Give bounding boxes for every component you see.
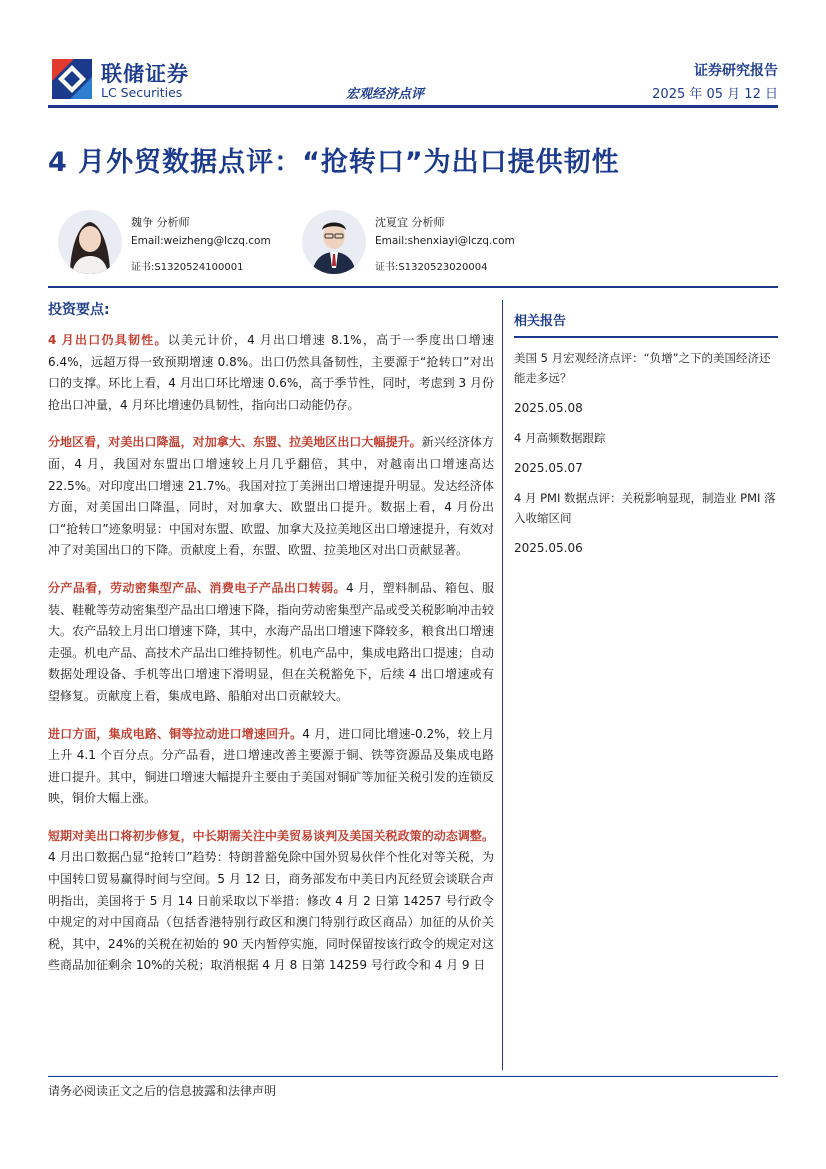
paragraph-lead: 短期对美出口将初步修复，中长期需关注中美贸易谈判及美国关税政策的动态调整。 [48,828,494,843]
sidebar-divider [514,336,778,338]
paragraph-outlook [48,826,494,977]
analyst-cert: 证书:S1320524100001 [131,262,244,273]
investment-highlights [48,300,494,993]
analyst-photo-weizheng [58,210,122,274]
related-report-link[interactable]: 4 月 PMI 数据点评：关税影响显现，制造业 PMI 落入收缩区间 [514,491,776,525]
header-divider [48,105,778,108]
report-date: 2025 年 05 月 12 日 [652,87,778,102]
section-divider [48,286,778,288]
related-report-link[interactable]: 4 月高频数据跟踪 [514,431,606,445]
analyst-name: 魏争 分析师 [131,216,190,229]
logo-text-cn: 联储证券 [101,62,189,86]
paragraph-body: 4 月，塑料制品、箱包、服装、鞋靴等劳动密集型产品出口增速下降，指向劳动密集型产品或受关税影响冲击较大。农产品较上月出口增速下降，其中，水海产品出口增速下降较多，粮食出口增速走强。机电产品、高技术产品出口维持韧性。机电产品中，集成电路出口提速；自动数据处理设备、手机等出口增速下滑明显，但在关税豁免下，后续 4 出口增速或有望修复。贡献度上看，集成电路、船舶对出口贡献较大。 [48,580,494,703]
analyst-photo-shenxiayi [302,210,366,274]
column-divider [502,300,503,1070]
analyst-email: Email:shenxiayi@lczq.com [375,235,515,247]
paragraph-body: 以美元计价，4 月出口增速 8.1%，高于一季度出口增速 6.4%，远超万得一致预期增速 0.8%。出口仍然具备韧性，主要源于“抢转口”对出口的支撑。环比上看，4 月出口环比增速 0.6%，高于季节性，同时，考虑到 3 月份抢出口冲量，4 月环比增速仍具韧性，指向出口动能仍存。 [48,333,494,412]
sidebar-title: 相关报告 [514,314,567,329]
analyst-cert: 证书:S1320523020004 [375,262,488,273]
report-category: 宏观经济点评 [346,87,425,102]
paragraph-export [48,330,494,416]
section-title: 投资要点: [48,302,110,318]
paragraph-body: 4 月出口数据凸显“抢转口”趋势：特朗普豁免除中国外贸易伙伴个性化对等关税，为中国转口贸易赢得时间与空间。5 月 12 日，商务部发布中美日内瓦经贸会谈联合声明指出，美国将于 5 月 14 日前采取以下举措：修改 4 月 2 日第 14257 号行政令中规定的对中国商品（包括香港特别行政区和澳门特别行政区商品）加征的从价关税，其中，24%的关税在初始的 90 天内暂停实施，同时保留按该行政令的规定对这些商品加征剩余 10%的关税；取消根据 4 月 8 日第 14259 号行政令和 4 月 9 日 [48,850,494,973]
paragraph-lead: 分地区看，对美出口降温，对加拿大、东盟、拉美地区出口大幅提升。 [48,435,422,450]
report-type: 证券研究报告 [694,63,778,79]
paragraph-lead: 进口方面，集成电路、铜等拉动进口增速回升。 [48,726,303,741]
related-reports [514,312,778,568]
related-report-date: 2025.05.07 [514,461,583,475]
paragraph-import [48,724,494,810]
company-logo-icon [52,59,92,99]
related-report-date: 2025.05.06 [514,541,583,555]
analyst-email: Email:weizheng@lczq.com [131,235,271,247]
logo-text-en: LC Securities [101,85,183,100]
footer-divider [48,1076,778,1077]
paragraph-region [48,432,494,562]
paragraph-lead: 分产品看，劳动密集型产品、消费电子产品出口转弱。 [48,580,346,595]
related-report-link[interactable]: 美国 5 月宏观经济点评：“负增”之下的美国经济还能走多远？ [514,351,771,385]
page-title: 4 月外贸数据点评：“抢转口”为出口提供韧性 [48,147,620,178]
paragraph-lead: 4 月出口仍具韧性。 [48,333,168,347]
disclaimer-notice: 请务必阅读正文之后的信息披露和法律声明 [48,1084,277,1098]
paragraph-body: 新兴经济体方面，4 月，我国对东盟出口增速较上月几乎翻倍，其中，对越南出口增速高达 22.5%。对印度出口增速 21.7%。我国对拉丁美洲出口增速提升明显。发达经济体方面，对美国出口降温，同时，对加拿大、欧盟出口提升。数据上看，4 月份出口“抢转口”迹象明显：中国对东盟、欧盟、加拿大及拉美地区出口增速提升，有效对冲了对美国出口的下降。贡献度上看，东盟、欧盟、拉美地区对出口贡献显著。 [48,435,494,558]
related-report-date: 2025.05.08 [514,401,583,415]
analyst-name: 沈夏宜 分析师 [375,216,445,229]
paragraph-product [48,578,494,708]
paragraph-body: 4 月，进口同比增速-0.2%，较上月上升 4.1 个百分点。分产品看，进口增速改善主要源于铜、铁等资源品及集成电路进口提升。其中，铜进口增速大幅提升主要由于美国对铜矿等加征关税引发的连锁反映，铜价大幅上涨。 [48,726,494,806]
